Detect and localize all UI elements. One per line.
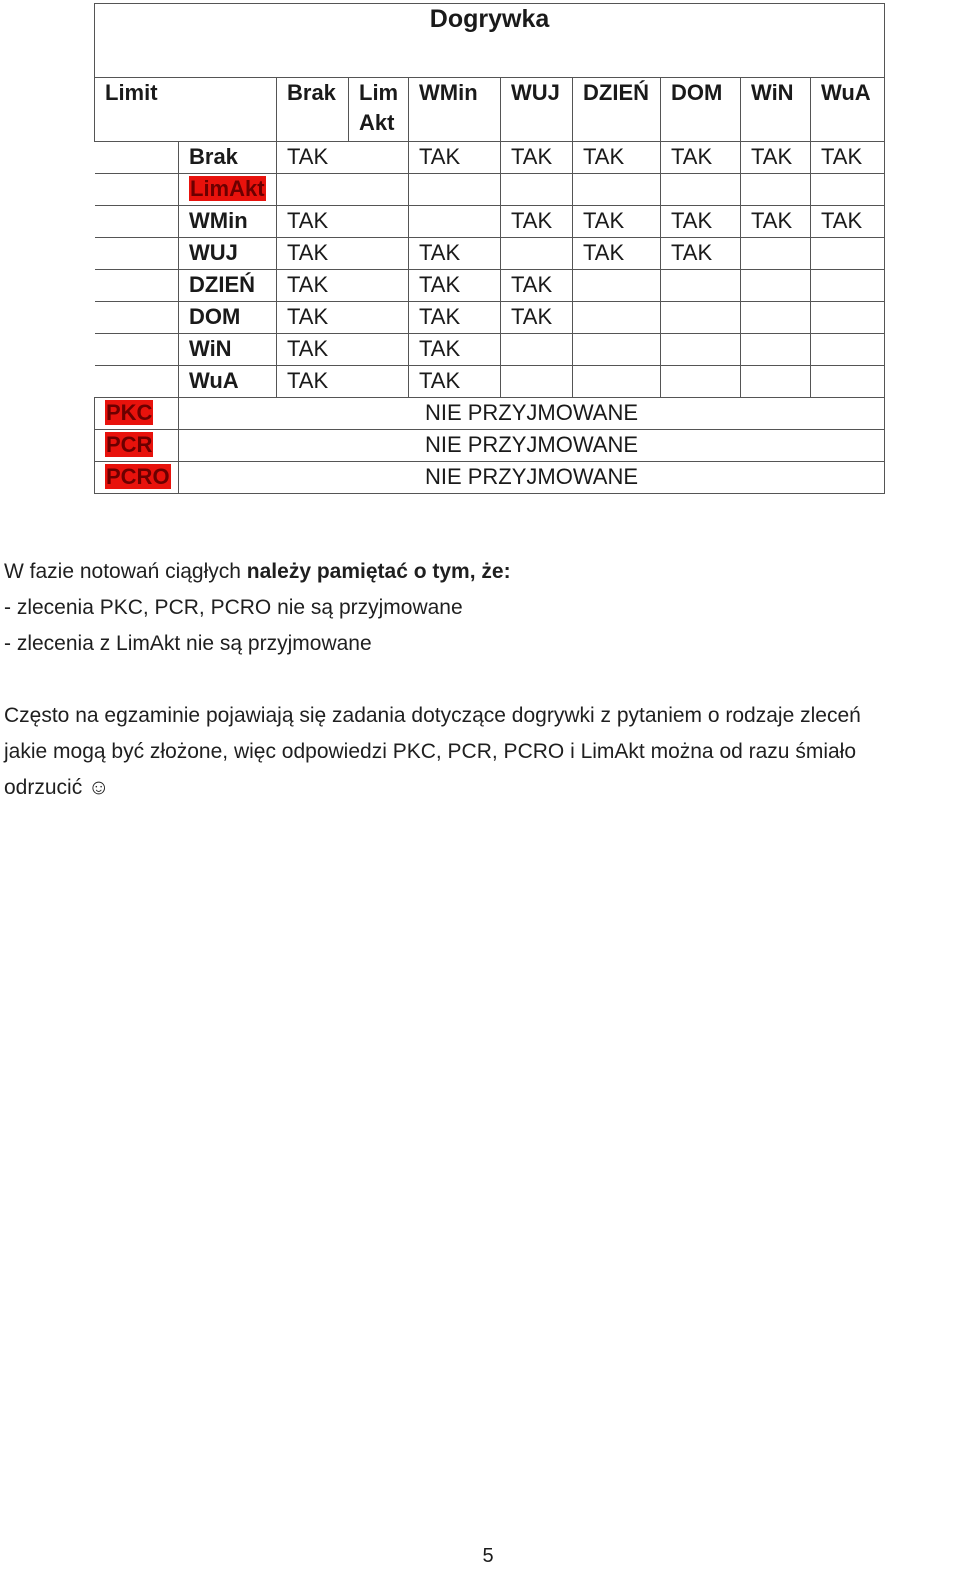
table-cell: TAK: [277, 366, 349, 398]
rejected-label: PKC: [95, 398, 179, 430]
table-cell: TAK: [409, 238, 501, 270]
table-cell: [349, 366, 409, 398]
table-cell: [661, 366, 741, 398]
table-cell: [277, 174, 349, 206]
table-row: [95, 142, 885, 174]
table-cell: TAK: [661, 142, 741, 174]
table-cell: [811, 238, 885, 270]
table-row: [95, 462, 885, 494]
table-cell: TAK: [741, 142, 811, 174]
table-cell: [741, 174, 811, 206]
table-cell: TAK: [811, 206, 885, 238]
table-cell: [349, 334, 409, 366]
row-label: DZIEŃ: [179, 270, 277, 302]
table-cell: [501, 174, 573, 206]
table-cell: [501, 334, 573, 366]
table-row: [95, 174, 885, 206]
exam-paragraph-line: jakie mogą być złożone, więc odpowiedzi PKC, PCR, PCRO i LimAkt można od razu śmiało: [4, 740, 857, 763]
row-label: WuA: [179, 366, 277, 398]
table-cell: [811, 270, 885, 302]
table-cell: TAK: [277, 334, 349, 366]
table-cell: TAK: [409, 302, 501, 334]
table-cell: TAK: [277, 142, 349, 174]
smiley-icon: ☺: [88, 776, 110, 799]
table-cell: [501, 366, 573, 398]
table-cell: TAK: [661, 238, 741, 270]
dogrywka-table: [94, 3, 885, 494]
col-header: WMin: [409, 78, 501, 142]
table-cell: TAK: [277, 302, 349, 334]
table-cell: TAK: [277, 270, 349, 302]
table-cell: TAK: [741, 206, 811, 238]
table-cell: TAK: [573, 142, 661, 174]
table-cell: [811, 334, 885, 366]
row-label: WiN: [179, 334, 277, 366]
table-cell: TAK: [409, 334, 501, 366]
table-cell: TAK: [277, 206, 349, 238]
table-title: Dogrywka: [95, 4, 885, 78]
table-cell: TAK: [501, 206, 573, 238]
col-header: WUJ: [501, 78, 573, 142]
exam-paragraph-line: Często na egzaminie pojawiają się zadania dotyczące dogrywki z pytaniem o rodzaje zleceń: [4, 704, 861, 727]
corner-label: Limit: [95, 78, 179, 142]
table-cell: [573, 270, 661, 302]
table-cell: [811, 174, 885, 206]
table-cell: [349, 206, 409, 238]
table-cell: [409, 206, 501, 238]
table-cell: [573, 366, 661, 398]
table-cell: [741, 334, 811, 366]
rejected-status: NIE PRZYJMOWANE: [179, 462, 885, 494]
table-cell: [741, 302, 811, 334]
table-cell: TAK: [277, 238, 349, 270]
table-cell: TAK: [811, 142, 885, 174]
page-number: 5: [482, 1545, 494, 1567]
table-cell: [811, 302, 885, 334]
table-cell: [349, 302, 409, 334]
col-header: WiN: [741, 78, 811, 142]
table-cell: [349, 270, 409, 302]
note-intro: W fazie notowań ciągłych należy pamiętać o tym, że:: [4, 560, 511, 583]
rejected-status: NIE PRZYJMOWANE: [179, 430, 885, 462]
note-bullet: - zlecenia PKC, PCR, PCRO nie są przyjmowane: [4, 596, 463, 619]
table-row: [95, 334, 885, 366]
table-row: [95, 366, 885, 398]
table-cell: [349, 174, 409, 206]
row-label: LimAkt: [179, 174, 277, 206]
col-header-limakt: Lim Akt: [349, 78, 409, 142]
table-cell: TAK: [573, 206, 661, 238]
row-label: DOM: [179, 302, 277, 334]
table-cell: [349, 238, 409, 270]
col-header: WuA: [811, 78, 885, 142]
table-row: [95, 238, 885, 270]
table-cell: [661, 302, 741, 334]
table-cell: TAK: [573, 238, 661, 270]
table-cell: TAK: [501, 270, 573, 302]
rejected-label: PCR: [95, 430, 179, 462]
rejected-status: NIE PRZYJMOWANE: [179, 398, 885, 430]
table-cell: [573, 174, 661, 206]
table-cell: [501, 238, 573, 270]
table-cell: [409, 174, 501, 206]
table-cell: [741, 366, 811, 398]
exam-paragraph-line: odrzucić ☺: [4, 776, 110, 799]
table-cell: [573, 334, 661, 366]
table-cell: [661, 334, 741, 366]
table-cell: TAK: [409, 270, 501, 302]
table-cell: [661, 270, 741, 302]
table-row: [95, 206, 885, 238]
table-cell: [573, 302, 661, 334]
table-cell: TAK: [409, 142, 501, 174]
col-header: DZIEŃ: [573, 78, 661, 142]
table-cell: [741, 238, 811, 270]
table-row: [95, 270, 885, 302]
table-cell: TAK: [501, 142, 573, 174]
row-label: WMin: [179, 206, 277, 238]
table-cell: [661, 174, 741, 206]
table-cell: TAK: [501, 302, 573, 334]
table-row: [95, 430, 885, 462]
table-row: [95, 398, 885, 430]
rejected-label: PCRO: [95, 462, 179, 494]
table-cell: [811, 366, 885, 398]
row-label: Brak: [179, 142, 277, 174]
table-cell: [741, 270, 811, 302]
table-cell: [349, 142, 409, 174]
header-row: [95, 78, 885, 142]
col-header: Brak: [277, 78, 349, 142]
note-bullet: - zlecenia z LimAkt nie są przyjmowane: [4, 632, 372, 655]
table-cell: TAK: [409, 366, 501, 398]
table-row: [95, 302, 885, 334]
table-cell: TAK: [661, 206, 741, 238]
row-label: WUJ: [179, 238, 277, 270]
col-header: DOM: [661, 78, 741, 142]
